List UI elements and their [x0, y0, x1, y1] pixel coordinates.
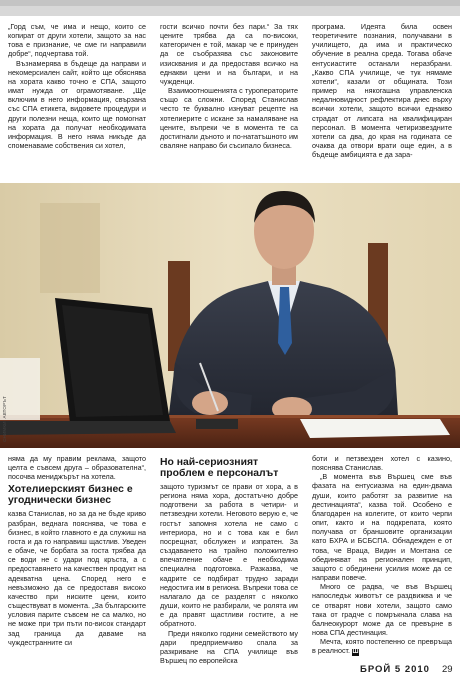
- column-3-bottom: [312, 454, 452, 656]
- photo-credit: СНИМКИ: АВТОРЪТ: [2, 396, 7, 442]
- paragraph: програма. Идеята била освен теоретичните познания, получавани в училището, да има и практическо обучение в реална среда. Тогава обаче ентусиастите останали неразбрани. „Какво СПА училище, че тук нямаме хотели“, казали от общината. Този пример на някогашна управленска недалновидност рефлектира днес върху всички хотели, защото всички еднакво страдат от липсата на квалифициран персонал. В момента четиризвездните хотели са два, до края на годината се очаква да отвори врати още един, а в бъдеще амбицията е да зара-: [312, 22, 452, 160]
- manager-photo: [0, 183, 460, 448]
- subheading: Но най-сериозният проблем е персоналът: [160, 457, 279, 479]
- paragraph: Много се радва, че във Вършец напоследък животът се раздвижва и че се отварят нови хотели, защото само така от градче с помръкнала слава на балнеокурорт може да се превърне в нова СПА дестинация.: [312, 582, 452, 637]
- column-1-bottom: [8, 454, 146, 647]
- column-2-bottom: [160, 454, 298, 665]
- paragraph: защото туризмът се прави от хора, а в региона няма хора, достатъчно добре подготвени за работа в четири- и петзвездни хотели. Неговото верую е, че гостът запомня хотела не само с интериора, но и с това как е бил посрещнат, обслужен и изпратен. За създаването на трайно положително впечатление обаче е необходима специална подготовка. Разказва, че кадрите се подбират трудно заради недостига им в региона. Въпреки това се налагало да се разделят с няколко души, които не разбирали, че ролята им е да правят щастливи гостите, а не обратното.: [160, 482, 298, 629]
- page-number: 29: [442, 664, 453, 675]
- end-mark-icon: Ш: [352, 649, 359, 656]
- paragraph: „В момента във Вършец сме във фазата на ентусиазма на един-двама души, които работят за развитие на дестинацията“, казва той. Особено е благодарен на колегите, от които черпи опит, както и на подкрепата, която получава от браншовите организации като БХРА и БСБСПА. Обнадежден е от това, че Враца, Видин и Монтана се обединяват на регионален принцип, защото с обединени усилия може да се направи повече.: [312, 472, 452, 583]
- top-banner: [0, 0, 460, 16]
- column-3-top: [312, 22, 452, 159]
- paragraph: [312, 637, 452, 656]
- paragraph: казва Станислав, но за да не бъде криво разбран, веднага пояснява, че това е бизнес, в който главното е да служиш на госта и да го направиш щастлив. Уведен е обаче, че борбата за госта трябва да се води не с удари под кръста, а с предоставянето на качествен продукт на адекватна цена. Според него е невъзможно да се предоставя високо качество при ниските цени, които съществуват в момента. „За българските условия парите съвсем не са малко, но не може при три пъти по-висок стандарт зад граница да даваме на чуждестранните си: [8, 509, 146, 647]
- subheading: Хотелиерският бизнес е угоднически бизнес: [8, 484, 133, 507]
- paragraph: „Горд съм, че има и нещо, които се копират от други хотели, защото за нас това е признание, че сме ги направили добре“, подчертава той.: [8, 22, 146, 59]
- paragraph: няма да му правим реклама, защото целта е съвсем друга – образователна“, посочва мениджърът на хотела.: [8, 454, 146, 482]
- column-1-top: [8, 22, 146, 150]
- issue-label: БРОЙ 5 2010: [360, 664, 430, 675]
- paragraph: Преди няколко години семейството му дари предприемчиво спала за разкриване на СПА училище във Вършец по европейска: [160, 628, 298, 665]
- paragraph: боти и петзвезден хотел с казино, пояснява Станислав.: [312, 454, 452, 473]
- column-2-top: [160, 22, 298, 150]
- paragraph: Възнамерява в бъдеще да направи и некомерсиален сайт, който ще обяснява на хората какво точно е СПА, защото имат нужда от ограмотяване. „Ще включим в него информация, свързана със СПА етикета, видовете процедури и други полезни неща, които ще помогнат на хората да получат необходимата информация. В него няма никъде да споменаваме собствения си хотел,: [8, 58, 146, 151]
- paragraph: Взаимоотношенията с туроператорите също са сложни. Според Станислав често те буквално изнуват рецепте на хотелиерите с искане за намаляване на цените, въпреки че в момента те са достигнали дъното и по-нататъшното им сваляне направо би съсипало бизнеса.: [160, 86, 298, 151]
- paragraph: гости всичко почти без пари.“ За тях цените трябва да са по-високи, категоричен е той, макар че е принуден да се съобразява със законовите изисквания и да предоставя всичко на еднакви цени и на българи, и на чужденци.: [160, 22, 298, 86]
- closing-sentence: Мечта, която постепенно се превръща в реалност.: [312, 637, 452, 656]
